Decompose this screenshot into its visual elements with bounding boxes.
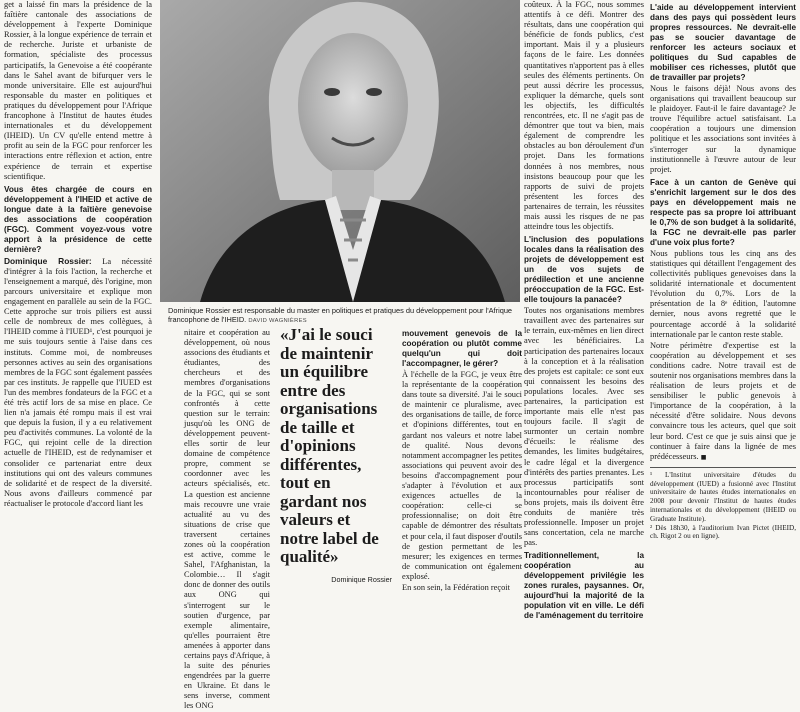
answer-speaker: Dominique Rossier:	[4, 255, 92, 266]
photo-caption	[168, 306, 518, 326]
caption-text: Dominique Rossier est responsable du master en politiques et pratiques du développement pour l'Afrique francophone de l'IHEID.	[168, 306, 513, 324]
footnote-1: ¹ L'Institut universitaire d'études du développement (IUED) a fusionné avec l'Institut universitaire de hautes études internationales en 2008 pour devenir l'Institut de hautes études internationales et du développement (IHEID ou Graduate Institute).	[650, 470, 796, 523]
answer-inclusion: Toutes nos organisations membres travaillent avec des partenaires sur le terrain, eux-mêmes en lien direct avec les bénéficiaires. La participation des partenaires locaux à la conception et à la réalisation des projets est capitale: ce sont eux qui connaissent les besoins des populations locales. Avec ses partenaires, la participation est importante mais elle n'est pas toujours facile. Il s'agit de surmonter un certain nombre d'écueils: le réalisme des demandes, les limites budgétaires, le cadre légal et la divergence d'intérêts des parties prenantes. Les processus participatifs sont incontournables pour réaliser de bons projets, mais ils doivent être conduits de manière très professionnelle. Imposer un projet sans concertation, cela ne marche pas.	[524, 306, 644, 548]
pull-quote: «J'ai le souci de maintenir un équilibre entre des organisations de taille et d'opinions différentes, tout en gardant nos valeurs et notre label de qualité»	[280, 325, 379, 566]
column-2-text: nitaire et coopération au développement, où nous associons des étudiants et étudiantes, des chercheurs et des membres d'organisations de la FGC, qui se sont confrontés à cette question sur le terrain: jusqu'où les ONG de développement peuvent-elles sortir de leur domaine de compétence propre, comment se coordonner avec les acteurs spécialisés, etc. La question est ancienne mais recouvre une vraie actualité au vu des situations de crise que traversent certaines zones où la coopération est active, comme le Sahel, l'Afghanistan, la Colombie… Il s'agit donc de donner des outils aux ONG qui s'interrogent sur le soutien d'urgence, par exemple alimentaire, qu'elles pourraient être amenées à apporter dans certains pays d'Afrique, à la suite des pénuries engendrées par la guerre en Ukraine. Et dans le sens inverse, comment les ONG	[184, 328, 270, 711]
article-column-3	[524, 0, 644, 621]
pull-quote-block	[280, 326, 392, 610]
results-paragraph: coûteux. À la FGC, nous sommes attentifs à ce défi. Montrer des résultats, dans une coopération qui bénéficie de fonds publics, c'est important. Mais il y a plusieurs façons de le faire. Les données quantitatives n'apportent pas à elles seules des éléments pertinents. On peut aussi décrire les processus, expliquer la démarche, quels sont les objectifs, les difficultés rencontrées, etc. Il ne s'agit pas de démontrer que tout va bien, mais également de comprendre les obstacles au bon déroulement d'un projet. Dans les formations données à nos membres, nous insistons beaucoup pour que les rapports de suivi de projets présentent les forces des partenaires de terrain, les réussites mais aussi les risques de ne pas atteindre tous les objectifs.	[524, 0, 644, 232]
question-governance: mouvement genevois de la coopération ou plutôt comme quelqu'un qui doit l'accompagner, le gérer?	[402, 329, 522, 368]
article-column-1	[4, 0, 152, 600]
answer-expertise-text: Notre périmètre d'expertise est la coopération au développement et ses conditions cadre. Notre travail est de soutenir nos organisations membres dans la réalisation de leurs projets et de sensibiliser le public genevois à l'importance de la coopération, à la nécessité d'être solidaire. Nous devons convaincre tous les acteurs, quel que soit leur bord. C'est ce que je suis ainsi que je continuer à faire dans la lignée de mes prédécesseurs.	[650, 340, 796, 461]
answer-geneva: Nous publions tous les cinq ans des statistiques qui détaillent l'engagement des collectivités publiques genevoises dans la solidarité internationale et documentent l'évolution du 0,7%. Lors de la présentation de la 8ᵉ édition, l'automne dernier, nous avons regretté que le pourcentage accordé à la solidarité internationale par le canton reste stable.	[650, 248, 796, 339]
answer-governance: À l'échelle de la FGC, je veux être la représentante de la coopération dans toute sa diversité. J'ai le souci de maintenir ce pluralisme, avec des organisations de taille, de force et d'opinions différentes, tout en gardant nos valeurs et notre label de qualité. Nous devons notamment accompagner les petites associations qui peuvent avoir des besoins d'accompagnement pour s'adapter à l'évolution et aux exigences actuelles de la coopération: celle-ci se professionnalise; on doit être capable de démontrer des résultats et pour cela, il faut disposer d'outils de gestion permettant de les mesurer; les exigences en termes de communication ont également explosé.	[402, 370, 522, 581]
end-mark-icon: ■	[700, 453, 707, 461]
question-urban: Traditionnellement, la coopération au développement privilégie les zones rurales, paysannes. Or, aujourd'hui la majorité de la population vit en ville. Le défi de l'aménagement du territoire	[524, 551, 644, 621]
intro-paragraph: get a laissé fin mars la présidence de la faîtière cantonale des associations de développement à l'experte Dominique Rossier, à la longue expérience de terrain et de recherche. Juriste et urbaniste de formation, spécialiste des processus participatifs, la Genevoise a été coopérante dans le Sahel avant de bifurquer vers le monde universitaire. Elle est aujourd'hui responsable du master en politiques et pratiques du développement pour l'Afrique francophone à l'Institut de hautes études internationales et du développement (IHEID). Un CV qu'elle entend mettre à profit au sein de la FGC pour renforcer les interactions entre réflexion et action, entre expérience de terrain et expertise scientifique.	[4, 0, 152, 181]
answer-expertise	[650, 341, 796, 463]
footnote-2: ² Dès 18h30, à l'auditorium Ivan Pictet (IHEID, ch. Rigot 2 ou en ligne).	[650, 523, 796, 541]
portrait-photo	[160, 0, 520, 302]
answer-governance-cont: En son sein, la Fédération reçoit	[402, 582, 510, 592]
article-column-2	[184, 328, 270, 711]
answer-1-text: La nécessité d'intégrer à la fois l'action, la recherche et l'enseignement a marqué, dès l'origine, mon parcours universitaire et explique mon engagement en parallèle au sein de la FGC. Cette approche sur trois piliers est aussi celle de nombreux de mes collègues, à l'IHEID comme à l'IUED¹, c'est pourquoi je me suis toujours sentie à l'aise dans ces instituts. Comme moi, de nombreuses personnes actives au sein des organisations membres de la FGC sont également passées par ces instituts. Je rappelle que l'IUED est l'un des membres fondateurs de la FGC et a été très actif lors de sa mise en place. Ce lien n'a jamais été rompu mais il est vrai que depuis la fusion, il y a eu relativement peu d'activités communes. La volonté de la FGC, qui rejoint celle de la direction actuelle de l'IHEID, est de redynamiser et consolider ce partenariat entre deux institutions qui ont des valeurs communes de solidarité et de respect de la diversité. Nous avons d'ailleurs commencé par réactualiser le protocole d'accord liant les	[4, 256, 152, 508]
photo-credit: DAVID WAGNIÈRES	[248, 318, 307, 324]
answer-1	[4, 256, 152, 509]
question-1: Vous êtes chargée de cours en développement à l'IHEID et active de longue date à la faîtière genevoise des associations de coopération (FGC). Comment voyez-vous votre apport à la présidence de cette dernière?	[4, 184, 152, 254]
footnotes	[650, 467, 796, 541]
question-inclusion: L'inclusion des populations locales dans la réalisation des projets de développement est un de vos sujets de prédilection et une ancienne préoccupation de la FGC. Est-elle toujours la panacée?	[524, 235, 644, 305]
answer-resources: Nous le faisons déjà! Nous avons des organisations qui travaillent beaucoup sur le plaidoyer. Faut-il le faire davantage? Je trouve l'équilibre actuel satisfaisant. La coopération a toujours une dimension politique et les associations sont invitées à s'interroger sur la dynamique institutionnelle à l'œuvre autour de leur projet.	[650, 84, 796, 174]
portrait-image	[160, 0, 520, 302]
article-column-4	[402, 326, 522, 600]
article-column-6	[650, 0, 796, 600]
pull-quote-author: Dominique Rossier	[331, 574, 392, 584]
question-geneva: Face à un canton de Genève qui s'enrichit largement sur le dos des pays en développement mais ne respecte pas sa propre loi attribuant le 0,7% de son budget à la solidarité, la FGC ne devrait-elle pas parler d'une voix plus forte?	[650, 177, 796, 247]
question-resources: L'aide au développement intervient dans des pays qui possèdent leurs propres ressources. Ne devrait-elle pas se soucier davantage de renforcer les acteurs sociaux et politiques du Sud capables de mobiliser ces richesses, plutôt que de travailler par projets?	[650, 3, 796, 82]
